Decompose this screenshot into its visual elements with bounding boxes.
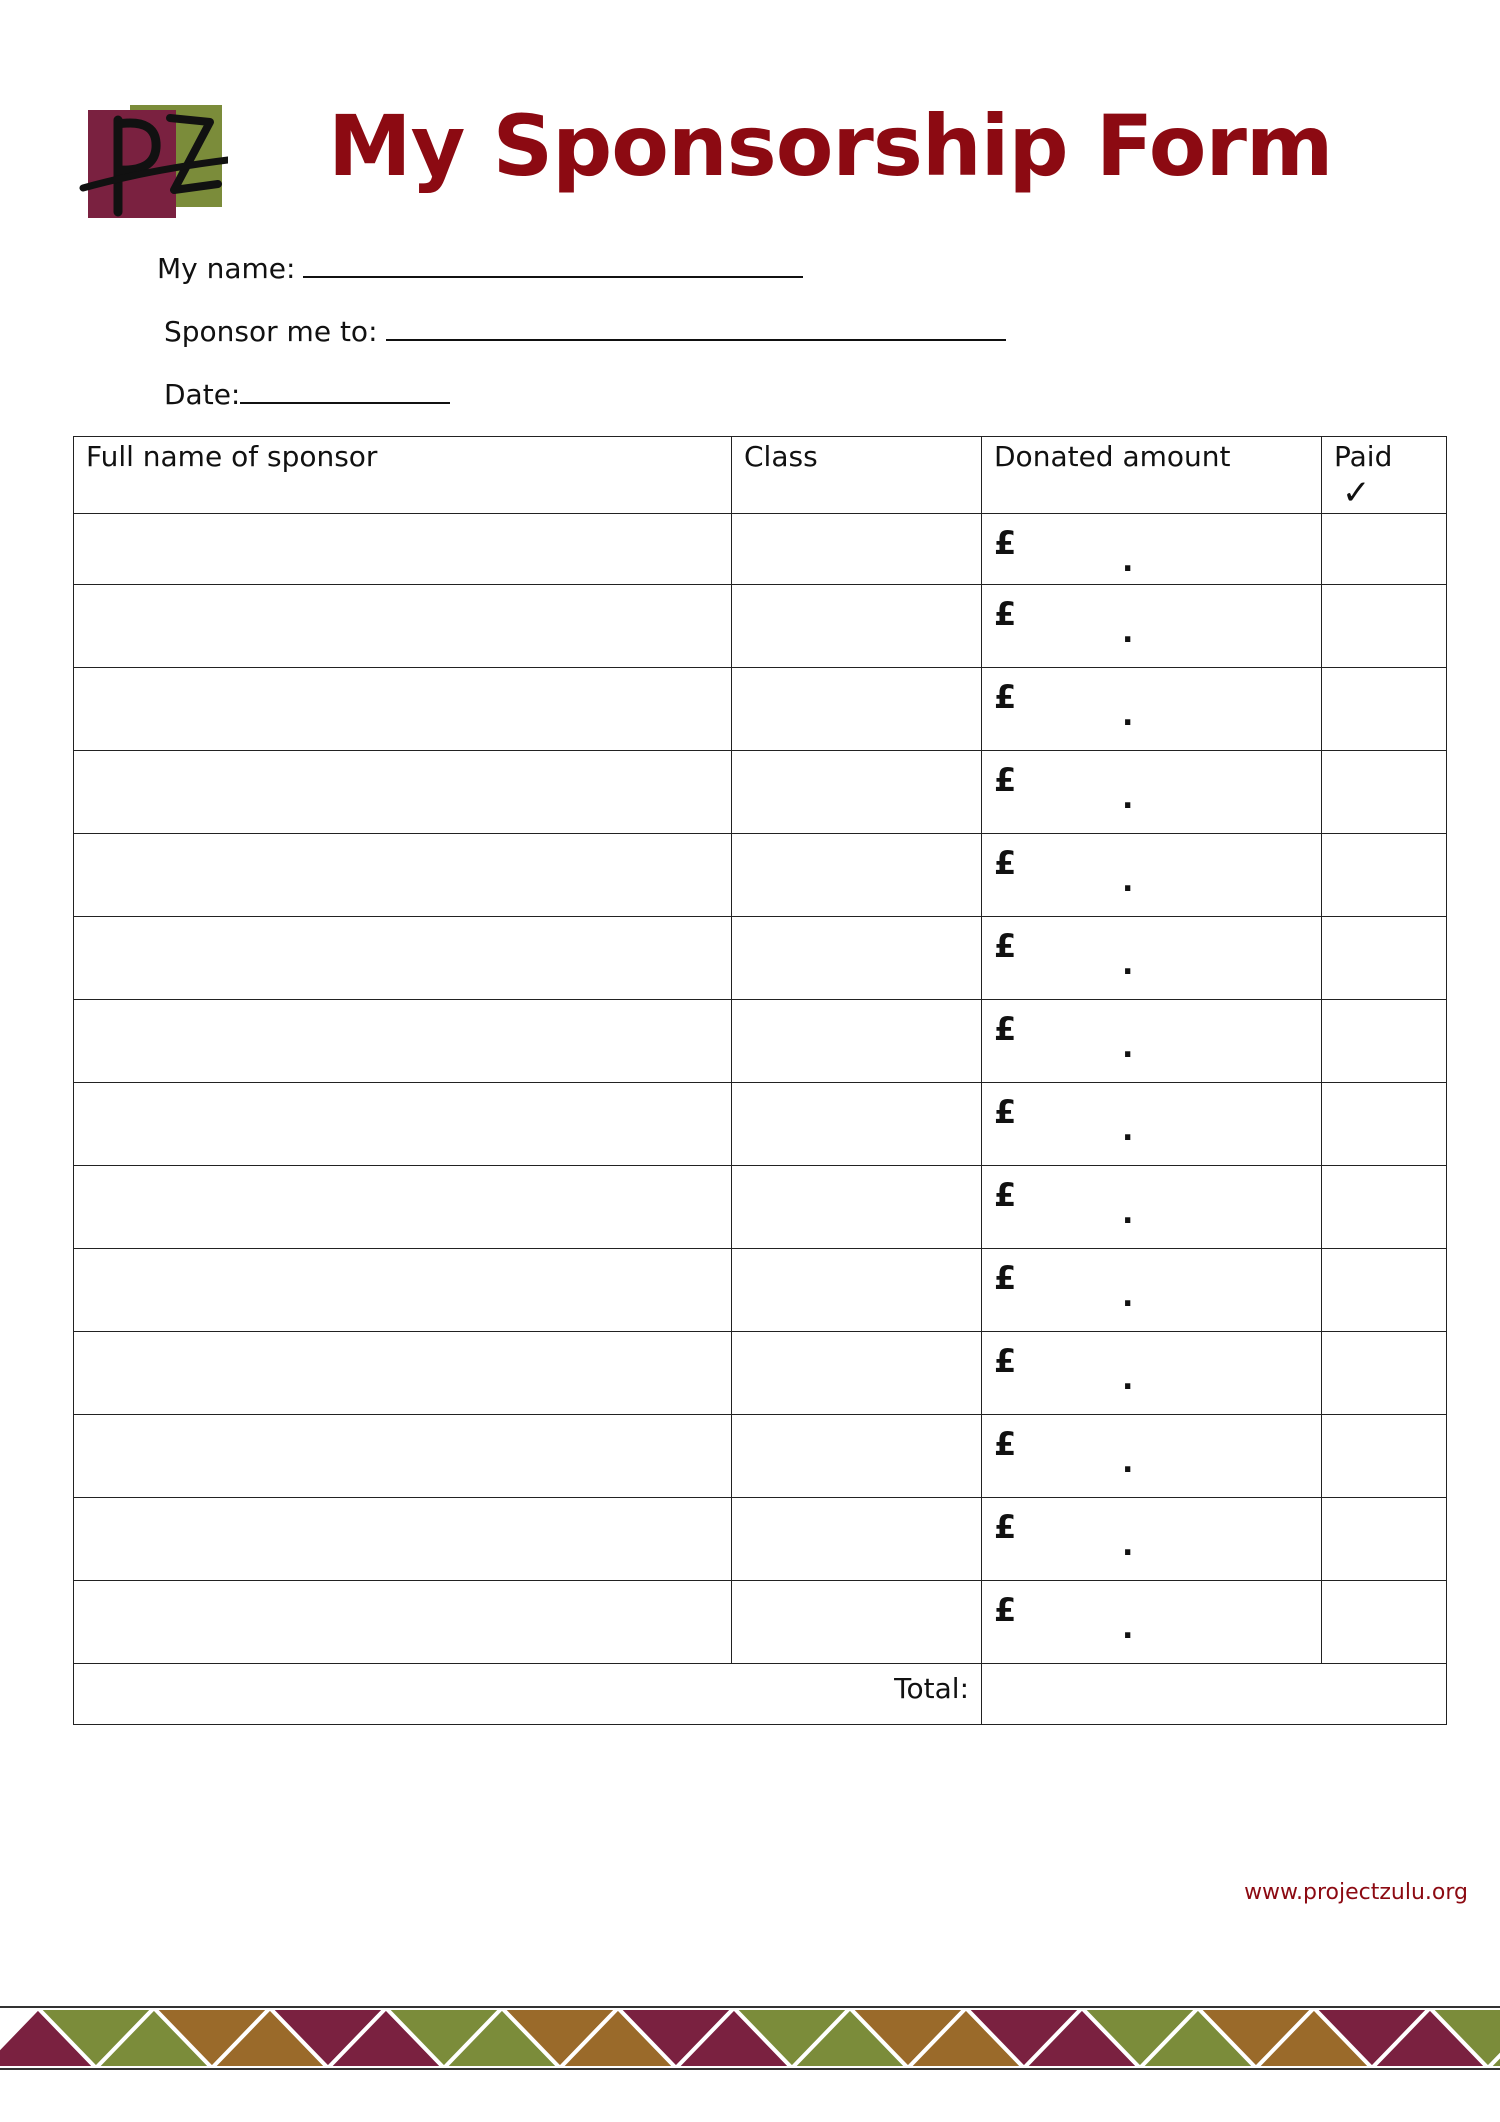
paid-check-cell[interactable] — [1322, 1414, 1447, 1497]
decimal-point: . — [1122, 780, 1134, 816]
donated-amount-cell[interactable] — [982, 1331, 1322, 1414]
sponsor-name-cell[interactable] — [74, 999, 732, 1082]
paid-check-cell[interactable] — [1322, 513, 1447, 584]
paid-check-cell[interactable] — [1322, 667, 1447, 750]
sponsor-class-cell[interactable] — [732, 1082, 982, 1165]
paid-check-cell[interactable] — [1322, 1165, 1447, 1248]
sponsor-name-cell[interactable] — [74, 1165, 732, 1248]
table-row — [74, 1248, 1447, 1331]
sponsor-name-cell[interactable] — [74, 1248, 732, 1331]
donated-amount-cell[interactable] — [982, 1497, 1322, 1580]
paid-check-cell[interactable] — [1322, 916, 1447, 999]
table-row — [74, 999, 1447, 1082]
donated-amount-cell[interactable] — [982, 667, 1322, 750]
pound-sign: £ — [994, 1175, 1017, 1214]
paid-check-cell[interactable] — [1322, 1082, 1447, 1165]
header-paid — [1322, 437, 1447, 514]
table-row — [74, 1082, 1447, 1165]
pound-sign: £ — [994, 1009, 1017, 1048]
pound-sign: £ — [994, 594, 1017, 633]
pound-sign: £ — [994, 760, 1017, 799]
decimal-point: . — [1122, 863, 1134, 899]
paid-check-cell[interactable] — [1322, 999, 1447, 1082]
sponsor-name-cell[interactable] — [74, 750, 732, 833]
header-full-name: Full name of sponsor — [74, 437, 732, 514]
sponsor-class-cell[interactable] — [732, 1497, 982, 1580]
sponsor-class-cell[interactable] — [732, 1248, 982, 1331]
donated-amount-cell[interactable] — [982, 1414, 1322, 1497]
paid-check-cell[interactable] — [1322, 584, 1447, 667]
pound-sign: £ — [994, 523, 1017, 562]
decimal-point: . — [1122, 697, 1134, 733]
sponsor-table — [73, 436, 1447, 1725]
paid-check-cell[interactable] — [1322, 1580, 1447, 1663]
sponsor-class-cell[interactable] — [732, 750, 982, 833]
table-row — [74, 916, 1447, 999]
sponsor-name-cell[interactable] — [74, 1331, 732, 1414]
header-paid-label: Paid — [1334, 440, 1393, 473]
table-row — [74, 667, 1447, 750]
sponsor-name-cell[interactable] — [74, 1580, 732, 1663]
pound-sign: £ — [994, 1507, 1017, 1546]
decimal-point: . — [1122, 946, 1134, 982]
sponsor-class-cell[interactable] — [732, 584, 982, 667]
pound-sign: £ — [994, 677, 1017, 716]
decimal-point: . — [1122, 1278, 1134, 1314]
sponsor-purpose-label: Sponsor me to: — [164, 315, 378, 348]
decimal-point: . — [1122, 614, 1134, 650]
header-class: Class — [732, 437, 982, 514]
pound-sign: £ — [994, 1590, 1017, 1629]
pound-sign: £ — [994, 1258, 1017, 1297]
page-title: My Sponsorship Form — [328, 97, 1333, 195]
pound-sign: £ — [994, 1092, 1017, 1131]
sponsor-class-cell[interactable] — [732, 667, 982, 750]
paid-check-cell[interactable] — [1322, 1497, 1447, 1580]
pound-sign: £ — [994, 1424, 1017, 1463]
sponsor-name-cell[interactable] — [74, 667, 732, 750]
paid-check-cell[interactable] — [1322, 1248, 1447, 1331]
table-row — [74, 1497, 1447, 1580]
sponsor-purpose-field[interactable] — [164, 315, 1006, 348]
sponsor-class-cell[interactable] — [732, 999, 982, 1082]
sponsor-name-cell[interactable] — [74, 1414, 732, 1497]
table-row — [74, 1414, 1447, 1497]
pound-sign: £ — [994, 926, 1017, 965]
table-row — [74, 513, 1447, 584]
sponsor-class-cell[interactable] — [732, 1414, 982, 1497]
sponsor-name-cell[interactable] — [74, 1082, 732, 1165]
donated-amount-cell[interactable] — [982, 999, 1322, 1082]
total-label: Total: — [74, 1663, 982, 1724]
sponsor-class-cell[interactable] — [732, 833, 982, 916]
sponsor-class-cell[interactable] — [732, 1331, 982, 1414]
sponsor-purpose-line[interactable] — [386, 338, 1006, 341]
table-row — [74, 1580, 1447, 1663]
my-name-line[interactable] — [303, 275, 803, 278]
my-name-label: My name: — [157, 252, 296, 285]
donated-amount-cell[interactable] — [982, 833, 1322, 916]
project-zulu-logo — [78, 100, 228, 225]
donated-amount-cell[interactable] — [982, 750, 1322, 833]
donated-amount-cell[interactable] — [982, 584, 1322, 667]
sponsor-name-cell[interactable] — [74, 1497, 732, 1580]
donated-amount-cell[interactable] — [982, 1165, 1322, 1248]
paid-check-cell[interactable] — [1322, 750, 1447, 833]
decorative-triangle-border — [0, 2004, 1500, 2072]
sponsor-name-cell[interactable] — [74, 513, 732, 584]
date-label: Date: — [164, 378, 241, 411]
sponsor-name-cell[interactable] — [74, 916, 732, 999]
table-row — [74, 584, 1447, 667]
total-amount-cell[interactable] — [982, 1663, 1447, 1724]
table-row — [74, 1331, 1447, 1414]
decimal-point: . — [1122, 1112, 1134, 1148]
decimal-point: . — [1122, 1444, 1134, 1480]
table-row — [74, 833, 1447, 916]
donated-amount-cell[interactable] — [982, 916, 1322, 999]
pound-sign: £ — [994, 843, 1017, 882]
decimal-point: . — [1122, 1361, 1134, 1397]
table-row — [74, 1165, 1447, 1248]
donated-amount-cell[interactable] — [982, 1248, 1322, 1331]
decimal-point: . — [1122, 1527, 1134, 1563]
donated-amount-cell[interactable] — [982, 1082, 1322, 1165]
total-row — [74, 1663, 1447, 1724]
date-line[interactable] — [240, 401, 450, 404]
decimal-point: . — [1122, 1195, 1134, 1231]
donated-amount-cell[interactable] — [982, 513, 1322, 584]
pound-sign: £ — [994, 1341, 1017, 1380]
header-donated-amount: Donated amount — [982, 437, 1322, 514]
table-header-row — [74, 437, 1447, 514]
checkmark-icon: ✓ — [1342, 472, 1371, 513]
my-name-field[interactable] — [157, 252, 803, 285]
decimal-point: . — [1122, 1029, 1134, 1065]
website-link[interactable]: www.projectzulu.org — [1244, 1880, 1468, 1905]
sponsor-class-cell[interactable] — [732, 1580, 982, 1663]
paid-check-cell[interactable] — [1322, 833, 1447, 916]
sponsor-name-cell[interactable] — [74, 833, 732, 916]
table-row — [74, 750, 1447, 833]
date-field[interactable] — [164, 378, 450, 411]
sponsor-name-cell[interactable] — [74, 584, 732, 667]
donated-amount-cell[interactable] — [982, 1580, 1322, 1663]
decimal-point: . — [1122, 1610, 1134, 1646]
sponsor-class-cell[interactable] — [732, 513, 982, 584]
sponsor-class-cell[interactable] — [732, 916, 982, 999]
decimal-point: . — [1122, 543, 1134, 579]
paid-check-cell[interactable] — [1322, 1331, 1447, 1414]
sponsor-class-cell[interactable] — [732, 1165, 982, 1248]
